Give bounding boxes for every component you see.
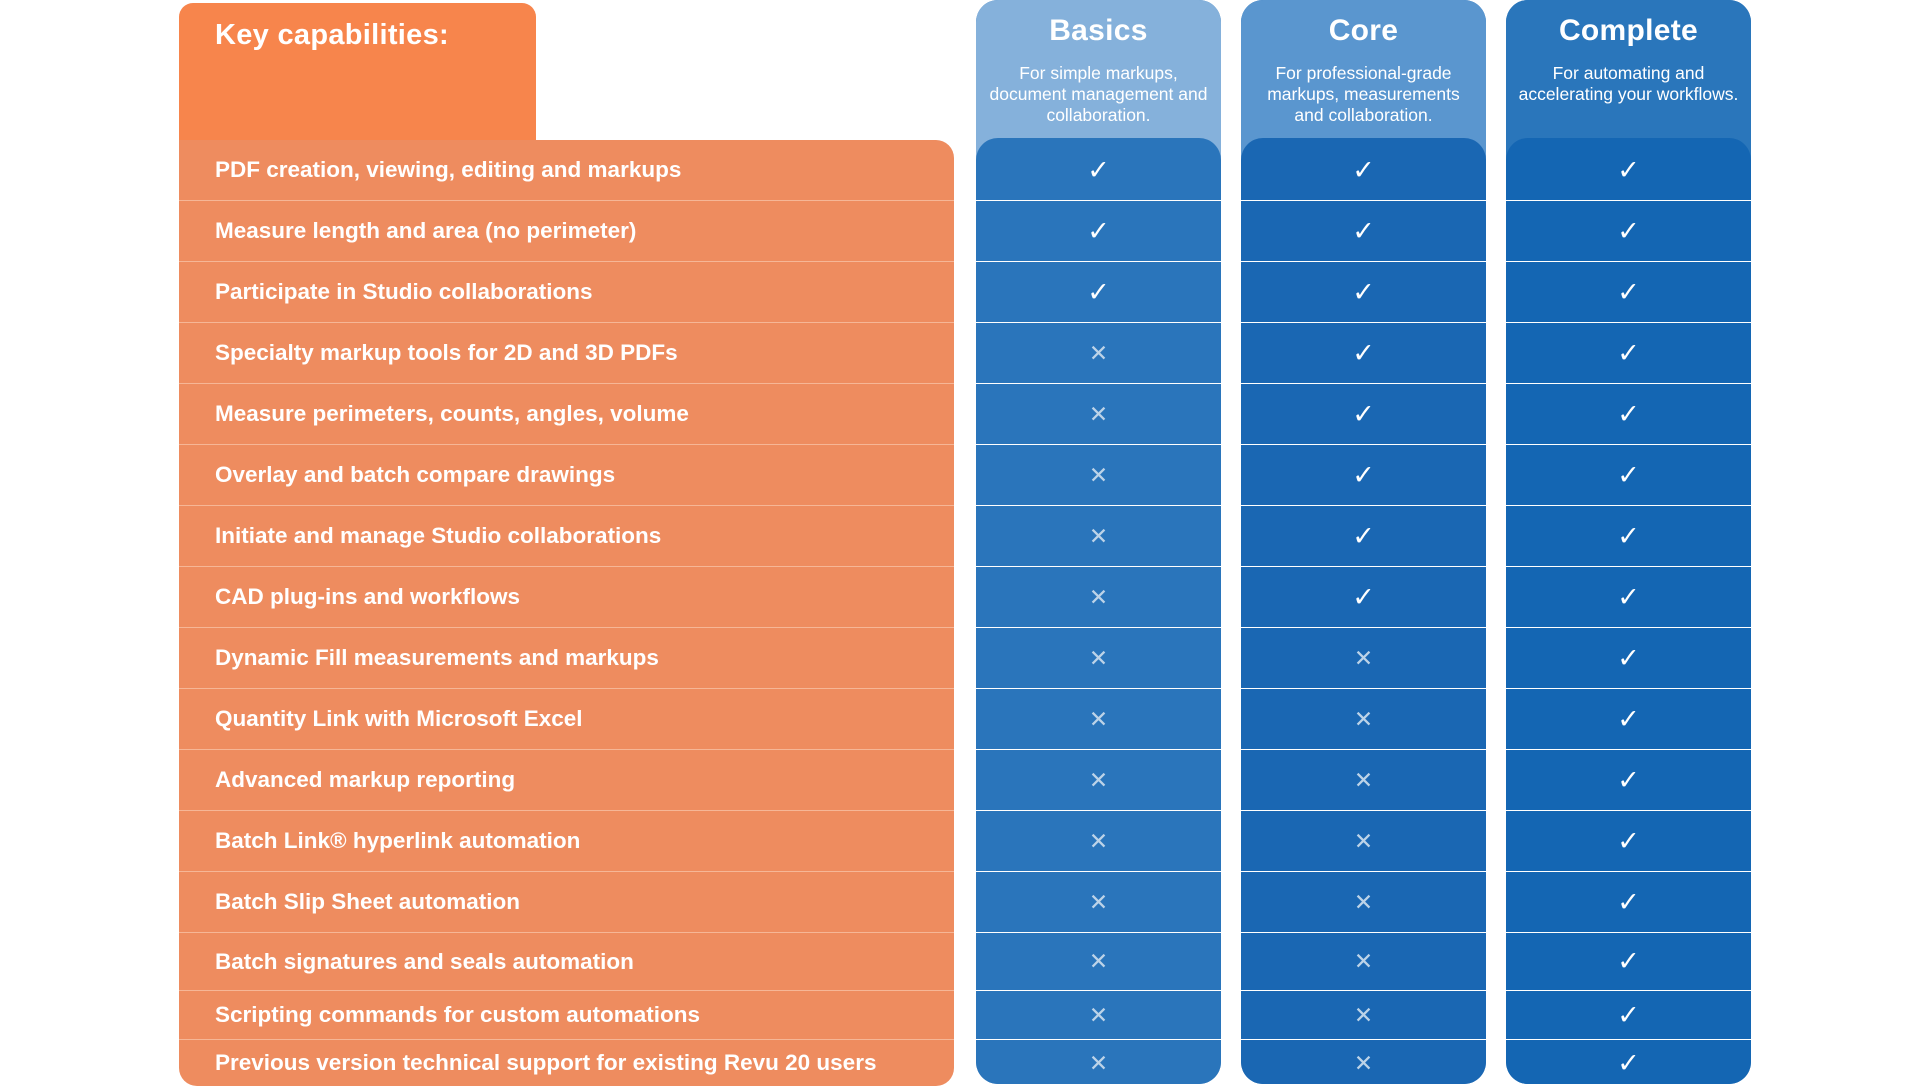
availability-cell	[976, 811, 1221, 872]
plan-name: Complete	[1558, 14, 1699, 47]
availability-cell	[1241, 811, 1486, 872]
availability-cell	[1241, 201, 1486, 262]
check-icon: ✓	[1352, 581, 1375, 612]
cross-icon: ✕	[1088, 522, 1109, 549]
feature-row	[179, 991, 954, 1040]
feature-label: Batch signatures and seals automation	[215, 948, 634, 974]
feature-label: Specialty markup tools for 2D and 3D PDFs	[215, 340, 678, 365]
availability-cell	[1506, 933, 1751, 991]
availability-cell	[1241, 750, 1486, 811]
check-icon: ✓	[1617, 764, 1640, 795]
feature-row	[179, 323, 954, 384]
availability-cell	[1241, 445, 1486, 506]
feature-label: Dynamic Fill measurements and markups	[215, 645, 659, 670]
availability-cell	[976, 933, 1221, 991]
feature-row	[179, 872, 954, 933]
feature-label: Scripting commands for custom automations	[215, 1002, 701, 1027]
availability-cell	[1506, 689, 1751, 750]
feature-row	[179, 445, 954, 506]
availability-cell	[976, 262, 1221, 323]
plan-column-core	[1241, 0, 1486, 1084]
feature-label: Participate in Studio collaborations	[215, 279, 593, 304]
availability-cell	[1241, 262, 1486, 323]
availability-cell	[1506, 262, 1751, 323]
cross-icon: ✕	[1088, 583, 1109, 610]
feature-label: Overlay and batch compare drawings	[215, 462, 616, 487]
feature-row	[179, 750, 954, 811]
availability-cell	[1506, 384, 1751, 445]
feature-label: Quantity Link with Microsoft Excel	[215, 706, 583, 731]
check-icon: ✓	[1352, 154, 1375, 185]
check-icon: ✓	[1087, 276, 1110, 307]
cross-icon: ✕	[1088, 339, 1109, 366]
availability-cell	[976, 872, 1221, 933]
feature-label: Initiate and manage Studio collaborations	[215, 523, 662, 548]
check-icon: ✓	[1352, 520, 1375, 551]
feature-label: Measure length and area (no perimeter)	[215, 218, 637, 243]
cross-icon: ✕	[1088, 644, 1109, 671]
availability-cell	[976, 384, 1221, 445]
availability-cell	[1241, 384, 1486, 445]
availability-cell	[1241, 628, 1486, 689]
plan-body-complete	[1506, 138, 1751, 1084]
plan-description: For professional-grade markups, measurements and collaboration.	[1267, 63, 1460, 125]
plan-description: For automating and accelerating your workflows.	[1518, 63, 1739, 104]
availability-cell	[1506, 506, 1751, 567]
cross-icon: ✕	[1353, 827, 1374, 854]
plan-body-core	[1241, 138, 1486, 1084]
feature-row	[179, 140, 954, 201]
check-icon: ✓	[1617, 398, 1640, 429]
availability-cell	[976, 750, 1221, 811]
check-icon: ✓	[1352, 337, 1375, 368]
feature-label: CAD plug-ins and workflows	[215, 584, 521, 609]
availability-cell	[1241, 1040, 1486, 1084]
cross-icon: ✕	[1088, 888, 1109, 915]
availability-cell	[1506, 991, 1751, 1040]
cross-icon: ✕	[1088, 1049, 1109, 1076]
check-icon: ✓	[1617, 215, 1640, 246]
feature-row	[179, 262, 954, 323]
availability-cell	[976, 567, 1221, 628]
check-icon: ✓	[1087, 215, 1110, 246]
feature-row	[179, 506, 954, 567]
key-capabilities-tab	[179, 3, 536, 153]
availability-cell	[1241, 689, 1486, 750]
cross-icon: ✕	[1353, 1049, 1374, 1076]
feature-label: Batch Link® hyperlink automation	[215, 828, 581, 853]
cross-icon: ✕	[1088, 461, 1109, 488]
check-icon: ✓	[1617, 642, 1640, 673]
plan-name: Basics	[1049, 14, 1148, 47]
availability-cell	[1506, 1040, 1751, 1084]
feature-row	[179, 628, 954, 689]
cross-icon: ✕	[1088, 827, 1109, 854]
key-capabilities-title: Key capabilities:	[215, 19, 449, 51]
feature-label: Batch Slip Sheet automation	[215, 889, 521, 914]
availability-cell	[1241, 991, 1486, 1040]
availability-cell	[1241, 140, 1486, 201]
check-icon: ✓	[1617, 520, 1640, 551]
check-icon: ✓	[1352, 459, 1375, 490]
availability-cell	[1241, 933, 1486, 991]
availability-cell	[1506, 628, 1751, 689]
cross-icon: ✕	[1088, 766, 1109, 793]
feature-row	[179, 811, 954, 872]
cross-icon: ✕	[1088, 948, 1109, 974]
availability-cell	[1506, 323, 1751, 384]
availability-cell	[1241, 506, 1486, 567]
plan-body-basics	[976, 138, 1221, 1084]
availability-cell	[1506, 445, 1751, 506]
availability-cell	[976, 689, 1221, 750]
check-icon: ✓	[1617, 999, 1640, 1030]
availability-cell	[1241, 872, 1486, 933]
plan-column-basics	[976, 0, 1221, 1084]
check-icon: ✓	[1087, 154, 1110, 185]
cross-icon: ✕	[1088, 705, 1109, 732]
check-icon: ✓	[1617, 703, 1640, 734]
cross-icon: ✕	[1088, 1001, 1109, 1028]
feature-label: Advanced markup reporting	[215, 767, 516, 792]
feature-row	[179, 384, 954, 445]
availability-cell	[1506, 201, 1751, 262]
check-icon: ✓	[1617, 337, 1640, 368]
availability-cell	[1506, 811, 1751, 872]
check-icon: ✓	[1617, 154, 1640, 185]
check-icon: ✓	[1617, 581, 1640, 612]
cross-icon: ✕	[1353, 644, 1374, 671]
check-icon: ✓	[1617, 1047, 1640, 1078]
check-icon: ✓	[1617, 886, 1640, 917]
feature-list-panel	[179, 140, 954, 1086]
availability-cell	[1506, 567, 1751, 628]
availability-cell	[976, 628, 1221, 689]
feature-label: PDF creation, viewing, editing and markups	[215, 157, 682, 182]
check-icon: ✓	[1352, 215, 1375, 246]
cross-icon: ✕	[1353, 1001, 1374, 1028]
cross-icon: ✕	[1088, 400, 1109, 427]
availability-cell	[976, 323, 1221, 384]
availability-cell	[976, 140, 1221, 201]
feature-row	[179, 689, 954, 750]
check-icon: ✓	[1617, 459, 1640, 490]
availability-cell	[976, 1040, 1221, 1084]
availability-cell	[976, 991, 1221, 1040]
cross-icon: ✕	[1353, 948, 1374, 974]
availability-cell	[1241, 323, 1486, 384]
check-icon: ✓	[1617, 276, 1640, 307]
cross-icon: ✕	[1353, 766, 1374, 793]
feature-row	[179, 201, 954, 262]
cross-icon: ✕	[1353, 705, 1374, 732]
plan-column-complete	[1506, 0, 1751, 1084]
availability-cell	[1506, 750, 1751, 811]
check-icon: ✓	[1352, 398, 1375, 429]
check-icon: ✓	[1352, 276, 1375, 307]
cross-icon: ✕	[1353, 888, 1374, 915]
feature-label: Previous version technical support for existing Revu 20 users	[215, 1050, 877, 1075]
availability-cell	[976, 201, 1221, 262]
plan-description: For simple markups, document management and collaboration.	[989, 63, 1208, 125]
plan-name: Core	[1328, 14, 1399, 47]
availability-cell	[1506, 140, 1751, 201]
feature-row	[179, 1040, 954, 1086]
availability-cell	[1241, 567, 1486, 628]
feature-row	[179, 933, 954, 991]
availability-cell	[976, 506, 1221, 567]
availability-cell	[976, 445, 1221, 506]
availability-cell	[1506, 872, 1751, 933]
check-icon: ✓	[1617, 825, 1640, 856]
feature-row	[179, 567, 954, 628]
feature-label: Measure perimeters, counts, angles, volume	[215, 401, 689, 426]
check-icon: ✓	[1617, 946, 1640, 976]
